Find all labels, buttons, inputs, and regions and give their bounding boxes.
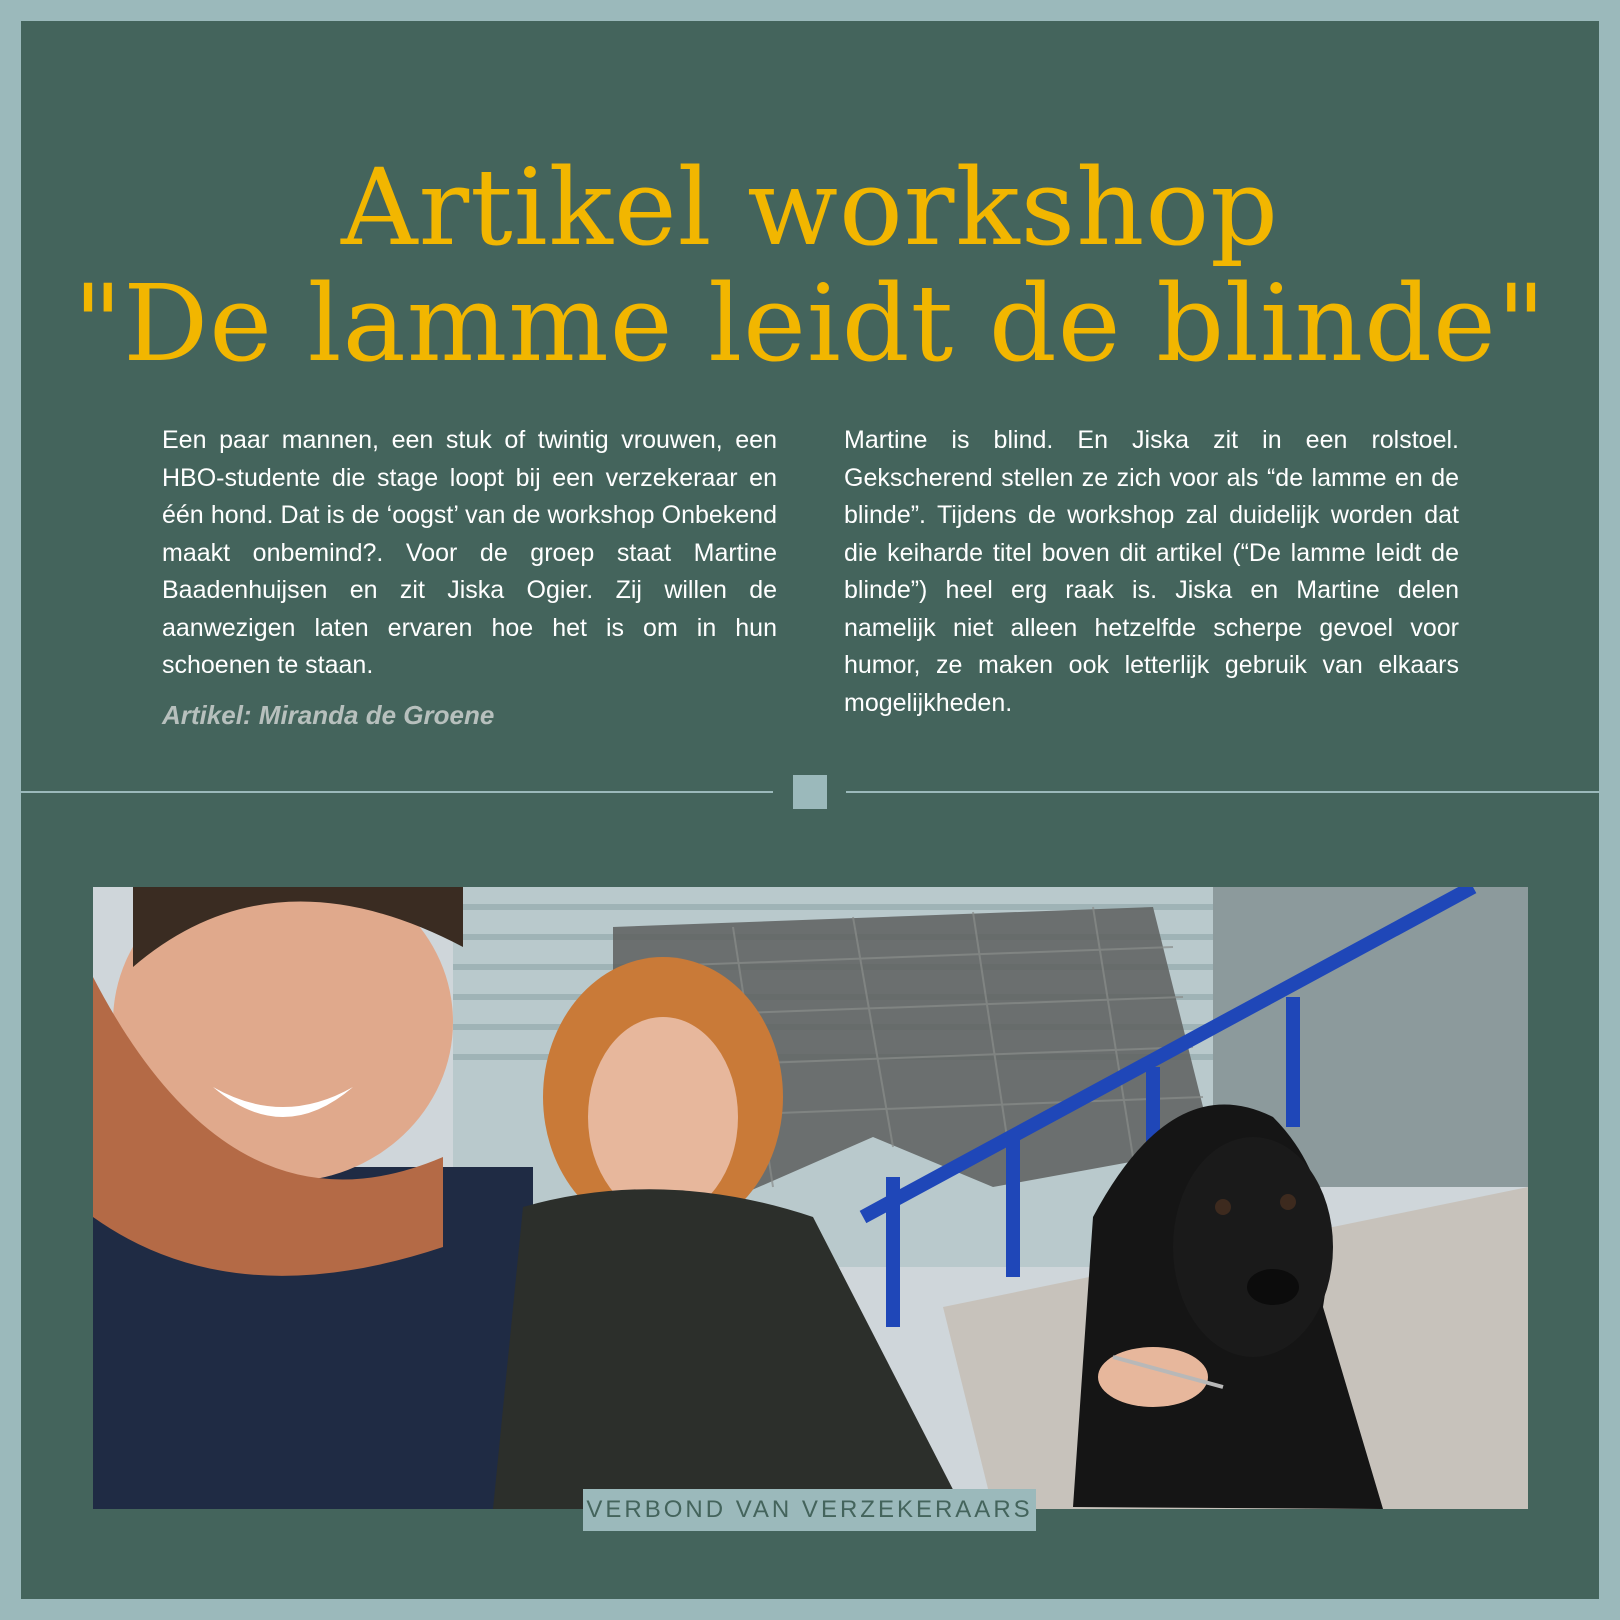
article-byline: Artikel: Miranda de Groene: [162, 700, 495, 730]
photo-illustration: [93, 887, 1528, 1509]
divider-ornament: [793, 775, 827, 809]
article-title: [0, 146, 1620, 385]
title-line-1: Artikel workshop: [340, 146, 1280, 269]
divider-line-right: [846, 791, 1599, 793]
article-column-right: Martine is blind. En Jiska zit in een rolstoel. Gekscherend stellen ze zich voor als “de lamme en de blinde”. Tijdens de workshop zal duidelijk worden dat die keiharde titel boven dit artikel (“De lamme leidt de blinde”) heel erg raak is. Jiska en Martine delen namelijk niet alleen hetzelfde scherpe gevoel voor humor, ze maken ook letterlijk gebruik van elkaars mogelijkheden.: [844, 426, 1459, 717]
person-middle-face: [588, 1017, 738, 1217]
article-photo: [93, 887, 1528, 1509]
photo-caption: VERBOND VAN VERZEKERAARS: [583, 1489, 1036, 1531]
divider-line-left: [21, 791, 773, 793]
title-line-2: "De lamme leidt de blinde": [73, 262, 1547, 385]
article-column-left: Een paar mannen, een stuk of twintig vrouwen, een HBO-studente die stage loopt bij een verzekeraar en één hond. Dat is de ‘oogst’ van de workshop Onbekend maakt onbemind?. Voor de groep staat Martine Baadenhuijsen en zit Jiska Ogier. Zij willen de aanwezigen laten ervaren hoe het is om in hun schoenen te staan.: [162, 426, 777, 679]
